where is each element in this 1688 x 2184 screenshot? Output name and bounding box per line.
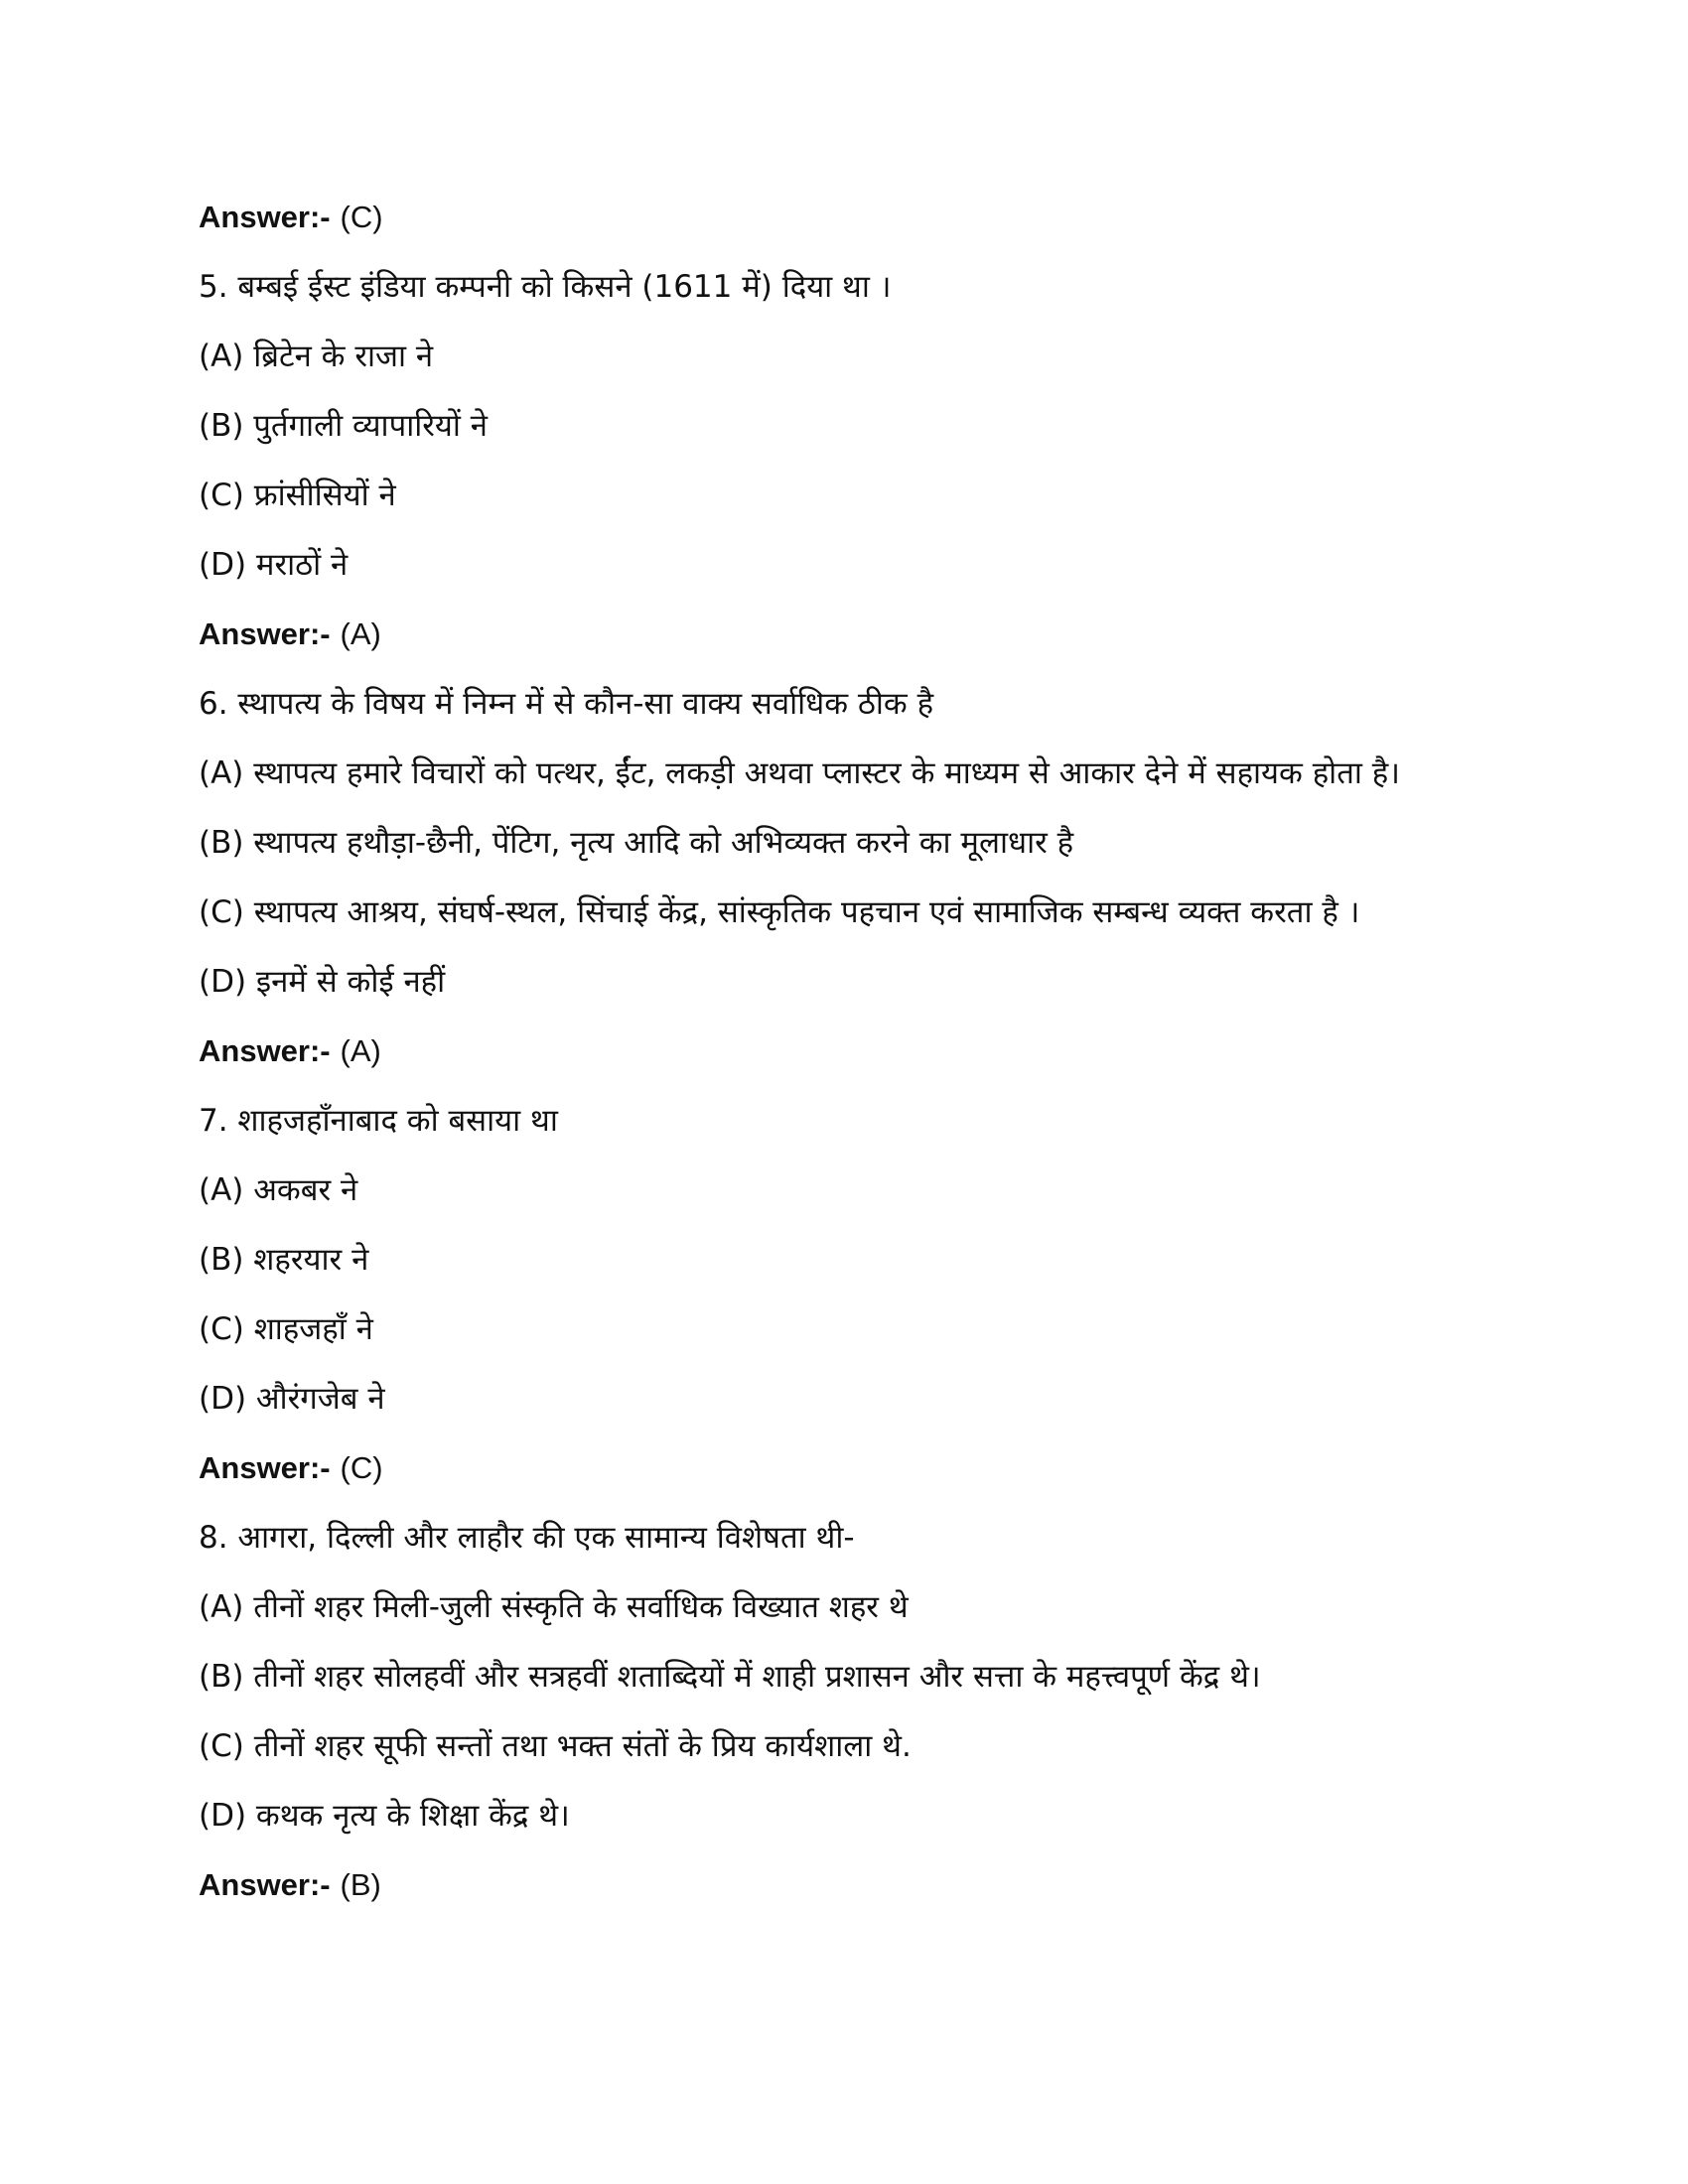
q5-option-b: (B) पुर्तगाली व्यापारियों ने (199, 408, 488, 444)
answer-value: (C) (340, 200, 383, 234)
q6-option-a: (A) स्थापत्य हमारे विचारों को पत्थर, ईंट, लकड़ी अथवा प्लास्टर के माध्यम से आकार देने में सहायक होता है। (199, 755, 1400, 791)
q8-option-d: (D) कथक नृत्य के शिक्षा केंद्र थे। (199, 1798, 570, 1834)
answer-line (199, 1444, 1509, 1492)
q7-option-c: (C) शाहजहाँ ने (199, 1311, 373, 1347)
q8-option-a: (A) तीनों शहर मिली-जुली संस्कृति के सर्वाधिक विख्यात शहर थे (199, 1589, 909, 1625)
answer-label: Answer:- (199, 1450, 331, 1485)
q8-option-c: (C) तीनों शहर सूफी सन्तों तथा भक्त संतों के प्रिय कार्यशाला थे. (199, 1728, 912, 1764)
answer-value: (B) (340, 1867, 381, 1902)
answer-value: (C) (340, 1450, 383, 1485)
q7-option-b: (B) शहरयार ने (199, 1242, 369, 1278)
q5-option-a: (A) ब्रिटेन के राजा ने (199, 339, 434, 374)
answer-line (199, 1027, 1509, 1075)
answer-line (199, 194, 1509, 241)
question-7: 7. शाहजहाँनाबाद को बसाया था (199, 1103, 558, 1139)
answer-line (199, 1861, 1509, 1909)
answer-line (199, 611, 1509, 658)
answer-label: Answer:- (199, 200, 331, 234)
question-5: 5. बम्बई ईस्ट इंडिया कम्पनी को किसने (1611 में) दिया था । (199, 269, 892, 305)
answer-label: Answer:- (199, 1867, 331, 1902)
answer-label: Answer:- (199, 616, 331, 651)
question-6: 6. स्थापत्य के विषय में निम्न में से कौन-सा वाक्य सर्वाधिक ठीक है (199, 686, 934, 722)
q5-option-c: (C) फ्रांसीसियों ने (199, 478, 396, 513)
q6-option-d: (D) इनमें से कोई नहीं (199, 964, 446, 1000)
answer-value: (A) (340, 616, 381, 651)
question-8: 8. आगरा, दिल्ली और लाहौर की एक सामान्य विशेषता थी- (199, 1520, 855, 1556)
q6-option-b: (B) स्थापत्य हथौड़ा-छैनी, पेंटिग, नृत्य आदि को अभिव्यक्त करने का मूलाधार है (199, 825, 1074, 861)
answer-label: Answer:- (199, 1033, 331, 1068)
document-page (199, 194, 1509, 1931)
q7-option-d: (D) औरंगजेब ने (199, 1381, 385, 1417)
q8-option-b: (B) तीनों शहर सोलहवीं और सत्रहवीं शताब्दियों में शाही प्रशासन और सत्ता के महत्त्वपूर्ण केंद्र थे। (199, 1659, 1261, 1695)
q7-option-a: (A) अकबर ने (199, 1172, 358, 1208)
q5-option-d: (D) मराठों ने (199, 547, 349, 583)
answer-value: (A) (340, 1033, 381, 1068)
q6-option-c: (C) स्थापत्य आश्रय, संघर्ष-स्थल, सिंचाई केंद्र, सांस्कृतिक पहचान एवं सामाजिक सम्बन्ध व्यक्त करता है । (199, 894, 1360, 930)
